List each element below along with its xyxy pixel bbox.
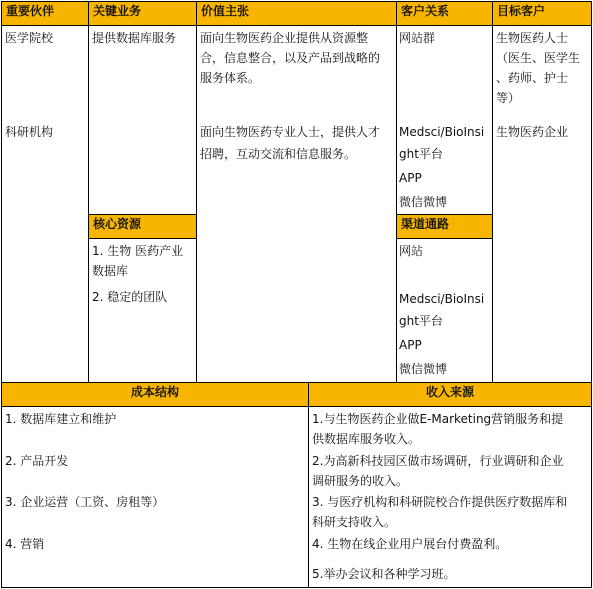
key-activities-cell [88, 25, 197, 215]
value-prop-line: 面向生物医药专业人士，提供人才 [200, 125, 381, 139]
key-partners-cell [1, 25, 89, 383]
revenue-streams-cell [308, 406, 592, 588]
header-value-proposition: 价值主张 [196, 1, 397, 26]
cost-item: 1. 数据库建立和维护 [5, 412, 117, 426]
header-customer-segments: 目标客户 [492, 1, 592, 26]
revenue-line: 科研支持收入。 [312, 515, 397, 529]
revenue-line: 3. 与医疗机构和科研院校合作提供医疗数据库和 [312, 495, 568, 509]
value-prop-line: 合，信息整合，以及产品到战略的 [200, 51, 381, 65]
value-prop-line: 面向生物医药企业提供从资源整 [200, 31, 369, 45]
cost-item: 3. 企业运营（工资、房租等） [5, 495, 165, 509]
value-prop-line: 招聘，互动交流和信息服务。 [200, 147, 357, 161]
value-proposition-cell [196, 25, 397, 383]
channels-cell [396, 238, 493, 383]
channel-item: 网站 [399, 244, 424, 258]
revenue-line: 供数据库服务收入。 [312, 432, 421, 446]
segment-line: 、药师、护士 [496, 71, 569, 85]
segment-line: 生物医药企业 [496, 125, 569, 139]
key-partner-item: 科研机构 [5, 125, 54, 139]
cost-structure-cell [1, 406, 309, 588]
key-resource-line: 2. 稳定的团队 [92, 290, 168, 304]
customer-relationships-cell [396, 25, 493, 215]
header-revenue-streams: 收入来源 [308, 382, 592, 407]
revenue-line: 调研服务的收入。 [312, 474, 409, 488]
channel-item: 微信微博 [399, 362, 448, 376]
key-resource-line: 数据库 [92, 264, 129, 278]
relationship-item: 网站群 [399, 31, 436, 45]
segment-line: （医生、医学生 [496, 51, 581, 65]
header-cost-structure: 成本结构 [1, 382, 309, 407]
relationship-item: Medsci/BioInsi [399, 125, 485, 139]
header-customer-relationships: 客户关系 [396, 1, 493, 26]
relationship-item: ght平台 [399, 147, 443, 161]
key-resource-line: 1. 生物 医药产业 [92, 244, 184, 258]
segment-line: 生物医药人士 [496, 31, 569, 45]
header-key-resources: 核心资源 [88, 214, 197, 239]
key-activity-item: 提供数据库服务 [92, 31, 177, 45]
channel-item: APP [399, 338, 422, 352]
revenue-line: 5.举办会议和各种学习班。 [312, 567, 456, 581]
segment-line: 等） [496, 91, 521, 105]
revenue-line: 4. 生物在线企业用户展台付费盈利。 [312, 537, 508, 551]
channel-item: ght平台 [399, 314, 443, 328]
value-prop-line: 服务体系。 [200, 71, 261, 85]
customer-segments-cell [492, 25, 592, 383]
revenue-line: 1.与生物医药企业做E-Marketing营销服务和提 [312, 412, 564, 426]
header-key-activities: 关键业务 [88, 1, 197, 26]
relationship-item: 微信微博 [399, 195, 448, 209]
header-channels: 渠道通路 [396, 214, 493, 239]
channel-item: Medsci/BioInsi [399, 292, 485, 306]
cost-item: 2. 产品开发 [5, 454, 69, 468]
key-partner-item: 医学院校 [5, 31, 54, 45]
relationship-item: APP [399, 171, 422, 185]
key-resources-cell [88, 238, 197, 383]
cost-item: 4. 营销 [5, 537, 45, 551]
header-key-partners: 重要伙伴 [1, 1, 89, 26]
revenue-line: 2.为高新科技园区做市场调研，行业调研和企业 [312, 454, 564, 468]
